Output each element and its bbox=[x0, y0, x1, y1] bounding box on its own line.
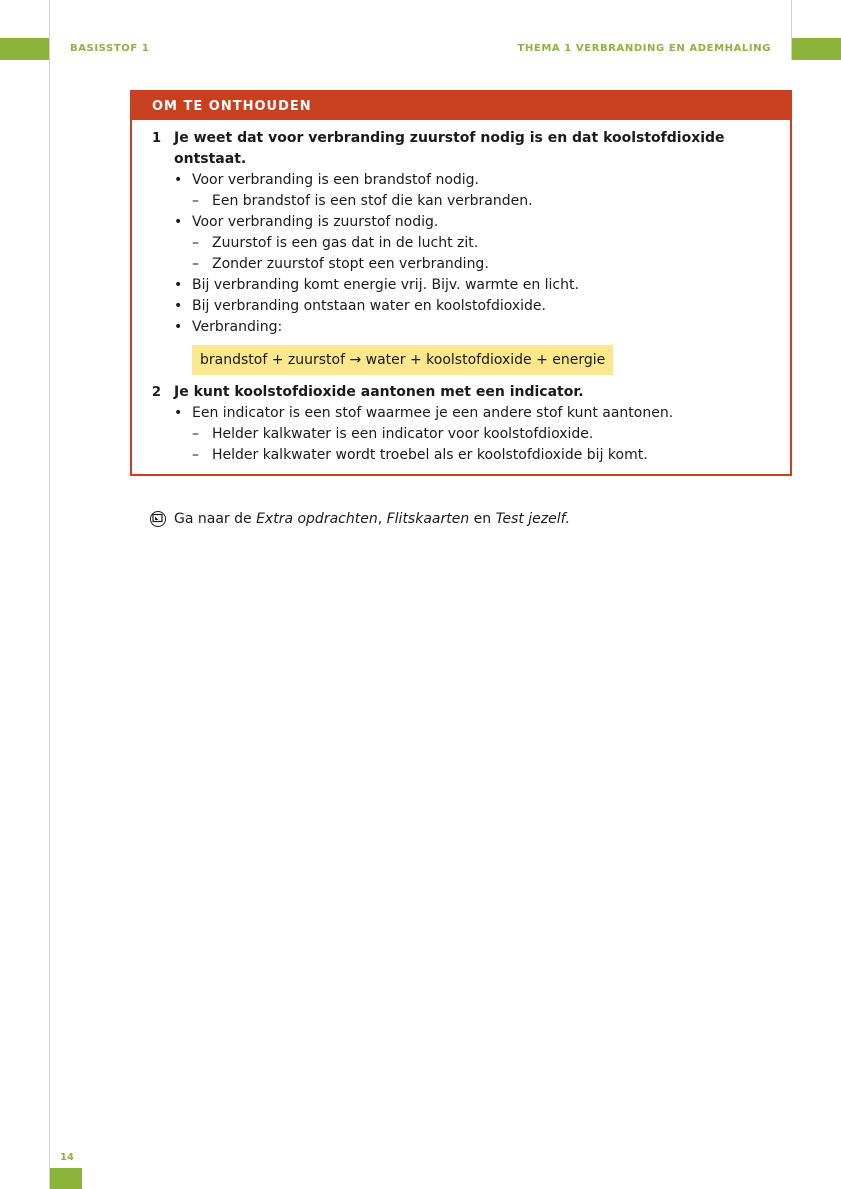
summary-box bbox=[130, 90, 792, 476]
bullet-item: • Voor verbranding is een brandstof nodig. bbox=[152, 170, 770, 191]
item-2-number: 2 bbox=[152, 385, 162, 400]
dash-item: – Een brandstof is een stof die kan verbranden. bbox=[152, 191, 770, 212]
footer-sep-1: , bbox=[377, 511, 387, 527]
bullet-item: • Bij verbranding komt energie vrij. Bijv. warmte en licht. bbox=[152, 275, 770, 296]
running-head-left: BASISSTOF 1 bbox=[70, 43, 150, 54]
presentation-icon bbox=[150, 511, 166, 527]
online-materials-line bbox=[150, 509, 570, 529]
item-2-heading-text: Je kunt koolstofdioxide aantonen met een indicator. bbox=[174, 384, 584, 400]
running-head-right: THEMA 1 VERBRANDING EN ADEMHALING bbox=[517, 43, 771, 54]
footer-suffix: . bbox=[565, 511, 571, 527]
bullet-item: • Een indicator is een stof waarmee je een andere stof kunt aantonen. bbox=[152, 403, 770, 424]
left-margin-line bbox=[49, 0, 50, 1189]
item-1-heading bbox=[152, 128, 770, 170]
combustion-formula: brandstof + zuurstof → water + koolstofdioxide + energie bbox=[192, 345, 613, 375]
link-extra-opdrachten[interactable]: Extra opdrachten bbox=[256, 511, 378, 527]
right-green-tab bbox=[792, 38, 841, 60]
item-1-number: 1 bbox=[152, 131, 162, 146]
dash-item: – Zonder zuurstof stopt een verbranding. bbox=[152, 254, 770, 275]
summary-box-title: OM TE ONTHOUDEN bbox=[132, 92, 790, 120]
item-1-heading-text: Je weet dat voor verbranding zuurstof nodig is en dat koolstofdioxide ontstaat. bbox=[174, 130, 725, 167]
formula-wrapper bbox=[152, 345, 770, 375]
footer-sep-2: en bbox=[469, 511, 496, 527]
bottom-green-tab bbox=[50, 1168, 82, 1189]
link-test-jezelf[interactable]: Test jezelf bbox=[495, 511, 566, 527]
summary-box-body bbox=[132, 120, 790, 466]
item-2-heading bbox=[152, 382, 770, 403]
left-green-tab bbox=[0, 38, 49, 60]
bullet-item: • Bij verbranding ontstaan water en koolstofdioxide. bbox=[152, 296, 770, 317]
dash-item: – Helder kalkwater is een indicator voor koolstofdioxide. bbox=[152, 424, 770, 445]
page-number: 14 bbox=[60, 1152, 74, 1163]
dash-item: – Helder kalkwater wordt troebel als er koolstofdioxide bij komt. bbox=[152, 445, 770, 466]
bullet-item: • Voor verbranding is zuurstof nodig. bbox=[152, 212, 770, 233]
footer-prefix: Ga naar de bbox=[174, 511, 257, 527]
link-flitskaarten[interactable]: Flitskaarten bbox=[386, 511, 470, 527]
dash-item: – Zuurstof is een gas dat in de lucht zit. bbox=[152, 233, 770, 254]
bullet-item: • Verbranding: bbox=[152, 317, 770, 338]
